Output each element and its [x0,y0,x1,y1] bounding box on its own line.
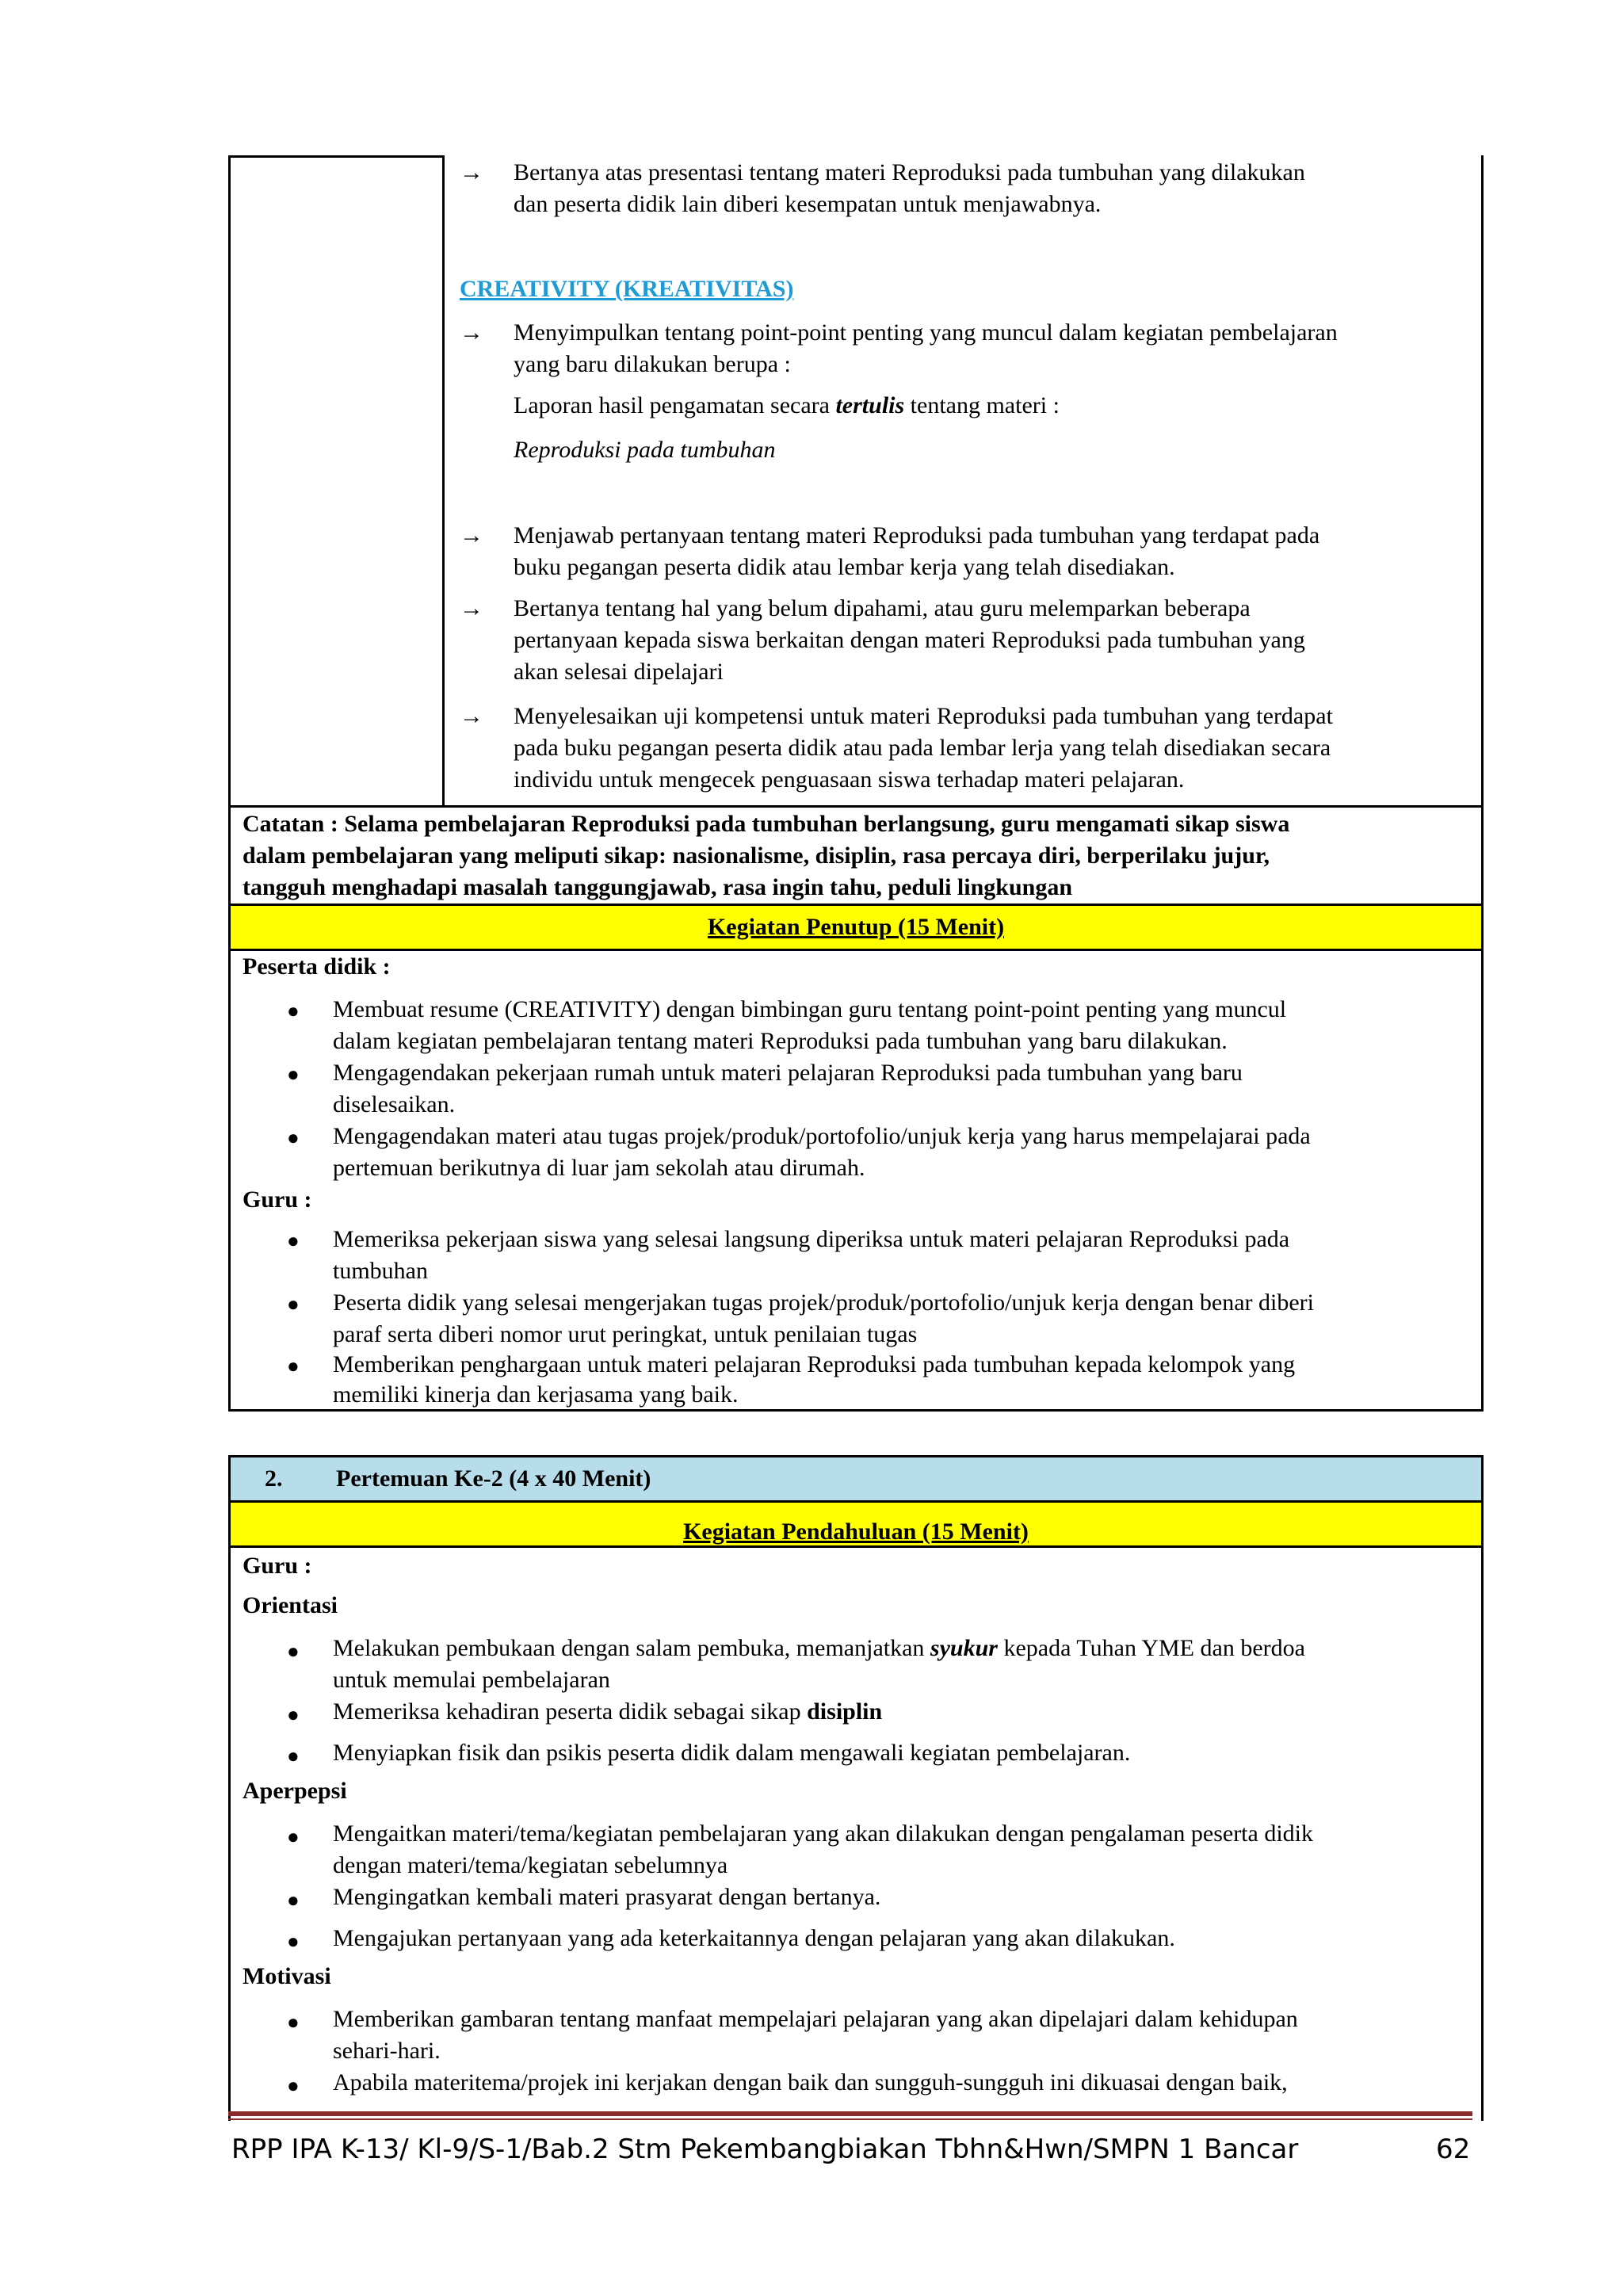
section2-teacher-label: Guru : [242,1553,312,1579]
bullet-icon: ● [287,2011,300,2034]
note-line2: dalam pembelajaran yang meliputi sikap: nasionalisme, disiplin, rasa percaya diri, berperilaku jujur, [242,842,1270,869]
bullet-icon: ● [287,1354,300,1377]
closing-header: Kegiatan Penutup (15 Menit) [707,914,1005,940]
students-item-2-line2: diselesaikan. [333,1091,456,1117]
apperception-item-1-line2: dengan materi/tema/kegiatan sebelumnya [333,1852,728,1878]
students-item-1-line1: Membuat resume (CREATIVITY) dengan bimbingan guru tentang point-point penting yang muncul [333,996,1287,1022]
item-ask-line1: Bertanya tentang hal yang belum dipahami, atau guru melemparkan beberapa [514,595,1251,621]
apperception-item-2: Mengingatkan kembali materi prasyarat dengan bertanya. [333,1884,881,1910]
students-item-2-line1: Mengagendakan pekerjaan rumah untuk materi pelajaran Reproduksi pada tumbuhan yang baru [333,1060,1243,1086]
right-arrow-icon: → [460,319,483,346]
intro-header: Kegiatan Pendahuluan (15 Menit) [683,1519,1029,1545]
teacher-item-1-line2: tumbuhan [333,1258,428,1284]
orientation-greeting-line1: Melakukan pembukaan dengan salam pembuka, memanjatkan syukur kepada Tuhan YME dan berdoa [333,1635,1305,1661]
item-test-line1: Menyelesaikan uji kompetensi untuk materi Reproduksi pada tumbuhan yang terdapat [514,703,1333,729]
bullet-icon: ● [287,1293,300,1316]
item-question-line2: dan peserta didik lain diberi kesempatan untuk menjawabnya. [514,191,1102,217]
bullet-icon: ● [287,1640,300,1663]
report-line: Laporan hasil pengamatan secara tertulis tentang materi : [514,392,1060,418]
teacher-item-1-line1: Memeriksa pekerjaan siswa yang selesai langsung diperiksa untuk materi pelajaran Reproduksi pada [333,1226,1290,1252]
orientation-attendance: Memeriksa kehadiran peserta didik sebagai sikap disiplin [333,1698,883,1725]
students-label: Peserta didik : [242,953,391,980]
teacher-item-2-line2: paraf serta diberi nomor urut peringkat, untuk penilaian tugas [333,1321,918,1347]
apperception-item-3: Mengajukan pertanyaan yang ada keterkaitannya dengan pelajaran yang akan dilakukan. [333,1925,1175,1951]
bullet-icon: ● [287,1744,300,1767]
item-answer-line1: Menjawab pertanyaan tentang materi Reproduksi pada tumbuhan yang terdapat pada [514,522,1320,548]
bullet-icon: ● [287,1229,300,1252]
apperception-item-1-line1: Mengaitkan materi/tema/kegiatan pembelajaran yang akan dilakukan dengan pengalaman peserta didik [333,1820,1314,1847]
bullet-icon: ● [287,2074,300,2097]
item-ask-line2: pertanyaan kepada siswa berkaitan dengan materi Reproduksi pada tumbuhan yang [514,627,1305,653]
section2-title: Pertemuan Ke-2 (4 x 40 Menit) [336,1465,651,1492]
footer-rule [228,2111,1472,2116]
orientation-label: Orientasi [242,1592,338,1618]
page-number: 62 [1436,2134,1471,2165]
item-question-line1: Bertanya atas presentasi tentang materi Reproduksi pada tumbuhan yang dilakukan [514,159,1305,185]
teacher-label: Guru : [242,1186,312,1213]
bullet-icon: ● [287,1889,300,1912]
bullet-icon: ● [287,1126,300,1149]
students-item-1-line2: dalam kegiatan pembelajaran tentang materi Reproduksi pada tumbuhan yang baru dilakukan. [333,1028,1228,1054]
teacher-item-3-line2: memiliki kinerja dan kerjasama yang baik. [333,1381,739,1408]
footer-rule-thin [228,2118,1472,2120]
item-answer-line2: buku pegangan peserta didik atau lembar kerja yang telah disediakan. [514,554,1175,580]
bullet-icon: ● [287,1703,300,1726]
right-arrow-icon: → [460,159,483,185]
right-arrow-icon: → [460,522,483,548]
report-topic: Reproduksi pada tumbuhan [514,437,776,463]
motivation-item-2: Apabila materitema/projek ini kerjakan dengan baik dan sungguh-sungguh ini dikuasai dengan baik, [333,2069,1288,2095]
students-item-3-line2: pertemuan berikutnya di luar jam sekolah atau dirumah. [333,1155,865,1181]
item-ask-line3: akan selesai dipelajari [514,659,724,685]
item-test-line3: individu untuk mengecek penguasaan siswa terhadap materi pelajaran. [514,766,1185,793]
students-item-3-line1: Mengagendakan materi atau tugas projek/produk/portofolio/unjuk kerja yang harus mempelajarai pada [333,1123,1311,1149]
item-summary-line1: Menyimpulkan tentang point-point penting yang muncul dalam kegiatan pembelajaran [514,319,1338,346]
bullet-icon: ● [287,1930,300,1953]
motivation-label: Motivasi [242,1963,331,1989]
motivation-item-1-line2: sehari-hari. [333,2038,441,2064]
item-test-line2: pada buku pegangan peserta didik atau pada lembar lerja yang telah disediakan secara [514,735,1331,761]
apperception-label: Aperpepsi [242,1778,347,1804]
bullet-icon: ● [287,999,300,1022]
footer-title: RPP IPA K-13/ Kl-9/S-1/Bab.2 Stm Pekembangbiakan Tbhn&Hwn/SMPN 1 Bancar [231,2134,1299,2165]
note-line3: tangguh menghadapi masalah tanggungjawab, rasa ingin tahu, peduli lingkungan [242,874,1073,900]
right-arrow-icon: → [460,595,483,621]
right-arrow-icon: → [460,703,483,729]
note-line1: Catatan : Selama pembelajaran Reproduksi pada tumbuhan berlangsung, guru mengamati sikap siswa [242,811,1290,837]
orientation-greeting-line2: untuk memulai pembelajaran [333,1667,610,1693]
motivation-item-1-line1: Memberikan gambaran tentang manfaat mempelajari pelajaran yang akan dipelajari dalam kehidupan [333,2006,1298,2032]
bullet-icon: ● [287,1825,300,1848]
creativity-heading[interactable]: CREATIVITY (KREATIVITAS) [460,276,794,302]
item-summary-line2: yang baru dilakukan berupa : [514,351,791,377]
teacher-item-3-line1: Memberikan penghargaan untuk materi pelajaran Reproduksi pada tumbuhan kepada kelompok yang [333,1351,1296,1377]
teacher-item-2-line1: Peserta didik yang selesai mengerjakan tugas projek/produk/portofolio/unjuk kerja dengan benar diberi [333,1289,1314,1316]
orientation-prepare: Menyiapkan fisik dan psikis peserta didik dalam mengawali kegiatan pembelajaran. [333,1740,1131,1766]
bullet-icon: ● [287,1063,300,1086]
section2-number: 2. [265,1465,283,1492]
